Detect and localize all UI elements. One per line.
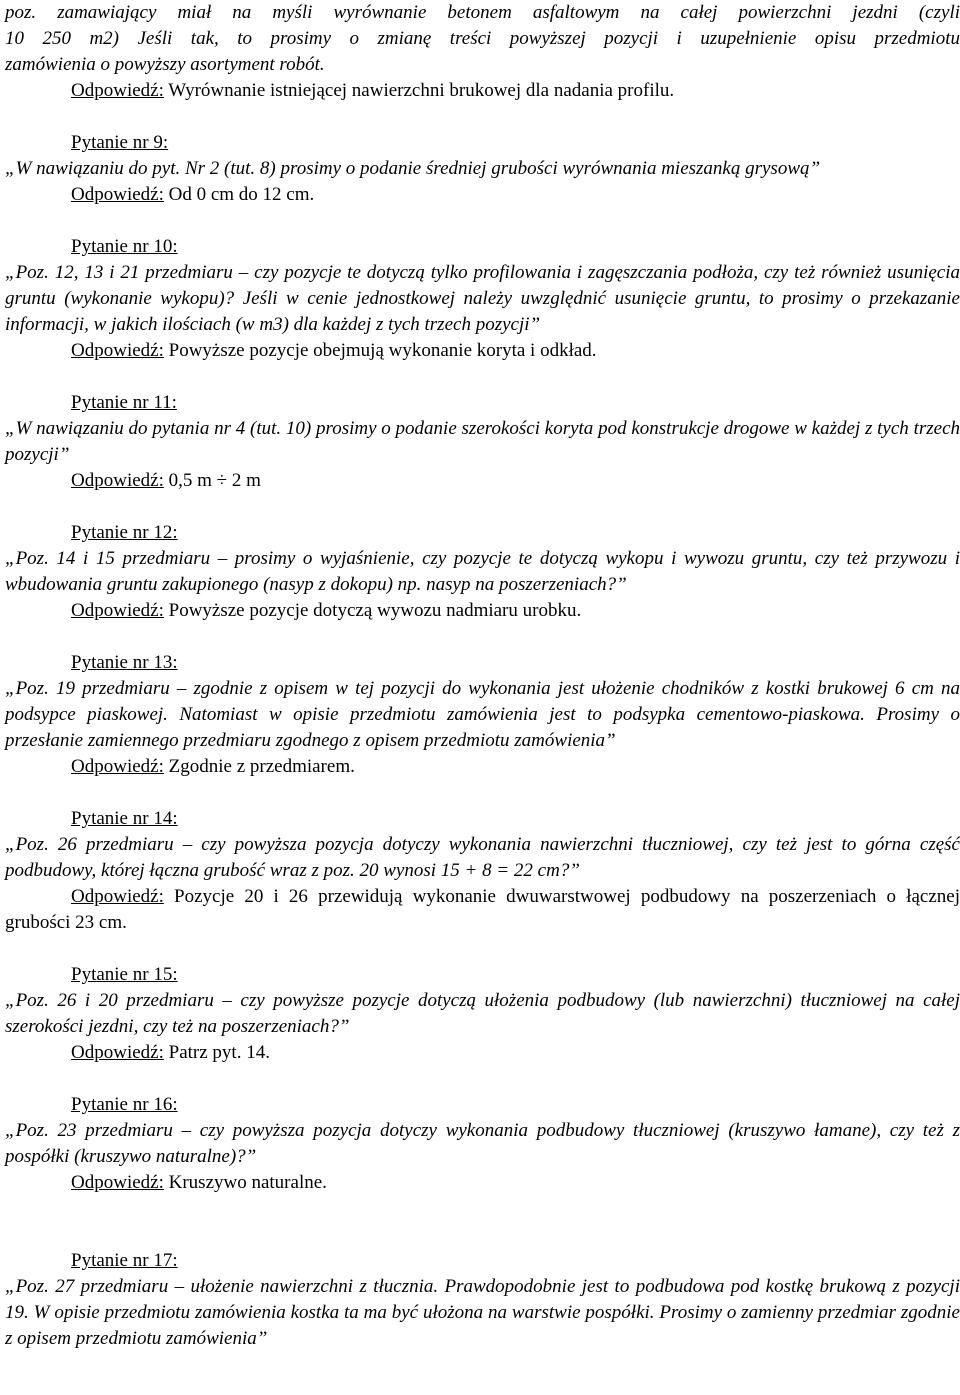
answer <box>5 754 960 780</box>
question-text: „Poz. 26 przedmiaru – czy powyższa pozycja dotyczy wykonania nawierzchni tłuczniowej, czy też jest to górna część podbudowy, której łączna grubość wraz z poz. 20 wynosi 15 + 8 = 22 cm?” <box>5 834 960 881</box>
answer-text: Powyższe pozycje dotyczą wywozu nadmiaru urobku. <box>163 600 582 621</box>
answer-label: Odpowiedź: <box>71 184 164 205</box>
intro-line-1: poz. zamawiający miał na myśli wyrównanie betonem asfaltowym na całej powierzchni jezdni (czyli <box>5 2 960 23</box>
question-block-9 <box>5 130 960 208</box>
question-heading: Pytanie nr 15: <box>71 964 178 985</box>
answer-label: Odpowiedź: <box>71 470 164 491</box>
question-block-15 <box>5 962 960 1066</box>
question-block-17 <box>5 1248 960 1352</box>
answer-text: Patrz pyt. 14. <box>163 1042 270 1063</box>
answer-text: Powyższe pozycje obejmują wykonanie koryta i odkład. <box>163 340 597 361</box>
answer-text: 0,5 m ÷ 2 m <box>163 470 261 491</box>
question-heading: Pytanie nr 10: <box>71 236 178 257</box>
question-heading: Pytanie nr 13: <box>71 652 178 673</box>
answer-label: Odpowiedź: <box>71 1042 164 1063</box>
question-text: „W nawiązaniu do pytania nr 4 (tut. 10) prosimy o podanie szerokości koryta pod konstrukcje drogowe w każdej z tych trzech pozycji” <box>5 418 960 465</box>
answer <box>5 338 960 364</box>
question-text: „Poz. 27 przedmiaru – ułożenie nawierzchni z tłucznia. Prawdopodobnie jest to podbudowa pod kostkę brukową z pozycji 19. W opisie przedmiotu zamówienia kostka ta ma być ułożona na warstwie pospółki. Prosimy o zamienny przedmiar zgodnie z opisem przedmiotu zamówienia” <box>5 1276 960 1349</box>
question-text: „Poz. 19 przedmiaru – zgodnie z opisem w tej pozycji do wykonania jest ułożenie chodników z kostki brukowej 6 cm na podsypce piaskowej. Natomiast w opisie przedmiotu zamówienia jest to podsypka cementowo-piaskowa. Prosimy o przesłanie zamiennego przedmiaru zgodnego z opisem przedmiotu zamówienia” <box>5 678 960 751</box>
question-heading: Pytanie nr 11: <box>71 392 177 413</box>
answer <box>5 884 960 936</box>
question-heading: Pytanie nr 17: <box>71 1250 178 1271</box>
question-block-12 <box>5 520 960 624</box>
intro-answer <box>5 78 960 104</box>
intro-line-2: 10 250 m2) Jeśli tak, to prosimy o zmianę treści powyższej pozycji i uzupełnienie opisu przedmiotu <box>5 28 960 49</box>
document-page <box>5 0 960 1352</box>
question-text: „W nawiązaniu do pyt. Nr 2 (tut. 8) prosimy o podanie średniej grubości wyrównania mieszanką grysową” <box>5 158 821 179</box>
answer-label: Odpowiedź: <box>71 600 164 621</box>
answer-text: Kruszywo naturalne. <box>163 1172 327 1193</box>
answer <box>5 598 960 624</box>
answer-text: Wyrównanie istniejącej nawierzchni brukowej dla nadania profilu. <box>163 80 675 101</box>
question-block-10 <box>5 234 960 364</box>
answer <box>5 1170 960 1196</box>
answer <box>5 182 960 208</box>
answer-text: Od 0 cm do 12 cm. <box>163 184 315 205</box>
question-block-14 <box>5 806 960 936</box>
question-text: „Poz. 26 i 20 przedmiaru – czy powyższe pozycje dotyczą ułożenia podbudowy (lub nawierzchni) tłuczniowej na całej szerokości jezdni, czy też na poszerzeniach?” <box>5 990 960 1037</box>
question-heading: Pytanie nr 14: <box>71 808 178 829</box>
intro-line-3: zamówienia o powyższy asortyment robót. <box>5 54 325 75</box>
question-text: „Poz. 23 przedmiaru – czy powyższa pozycja dotyczy wykonania podbudowy tłuczniowej (kruszywo łamane), czy też z pospółki (kruszywo naturalne)?” <box>5 1120 960 1167</box>
answer-text: Pozycje 20 i 26 przewidują wykonanie dwuwarstwowej podbudowy na poszerzeniach o łącznej grubości 23 cm. <box>5 886 960 933</box>
question-heading: Pytanie nr 12: <box>71 522 178 543</box>
question-heading: Pytanie nr 16: <box>71 1094 178 1115</box>
answer-label: Odpowiedź: <box>71 80 164 101</box>
question-block-16 <box>5 1092 960 1196</box>
question-block-13 <box>5 650 960 780</box>
answer-label: Odpowiedź: <box>71 886 164 907</box>
answer <box>5 468 960 494</box>
answer-label: Odpowiedź: <box>71 1172 164 1193</box>
question-block-11 <box>5 390 960 494</box>
answer <box>5 1040 960 1066</box>
question-heading: Pytanie nr 9: <box>71 132 169 153</box>
answer-label: Odpowiedź: <box>71 340 164 361</box>
answer-text: Zgodnie z przedmiarem. <box>163 756 355 777</box>
question-text: „Poz. 12, 13 i 21 przedmiaru – czy pozycje te dotyczą tylko profilowania i zagęszczania podłoża, czy też również usunięcia gruntu (wykonanie wykopu)? Jeśli w cenie jednostkowej należy uwzględnić usunięcie gruntu, to prosimy o przekazanie informacji, w jakich ilościach (w m3) dla każdej z tych trzech pozycji” <box>5 262 960 335</box>
question-text: „Poz. 14 i 15 przedmiaru – prosimy o wyjaśnienie, czy pozycje te dotyczą wykopu i wywozu gruntu, czy też przywozu i wbudowania gruntu zakupionego (nasyp z dokopu) np. nasyp na poszerzeniach?” <box>5 548 960 595</box>
answer-label: Odpowiedź: <box>71 756 164 777</box>
